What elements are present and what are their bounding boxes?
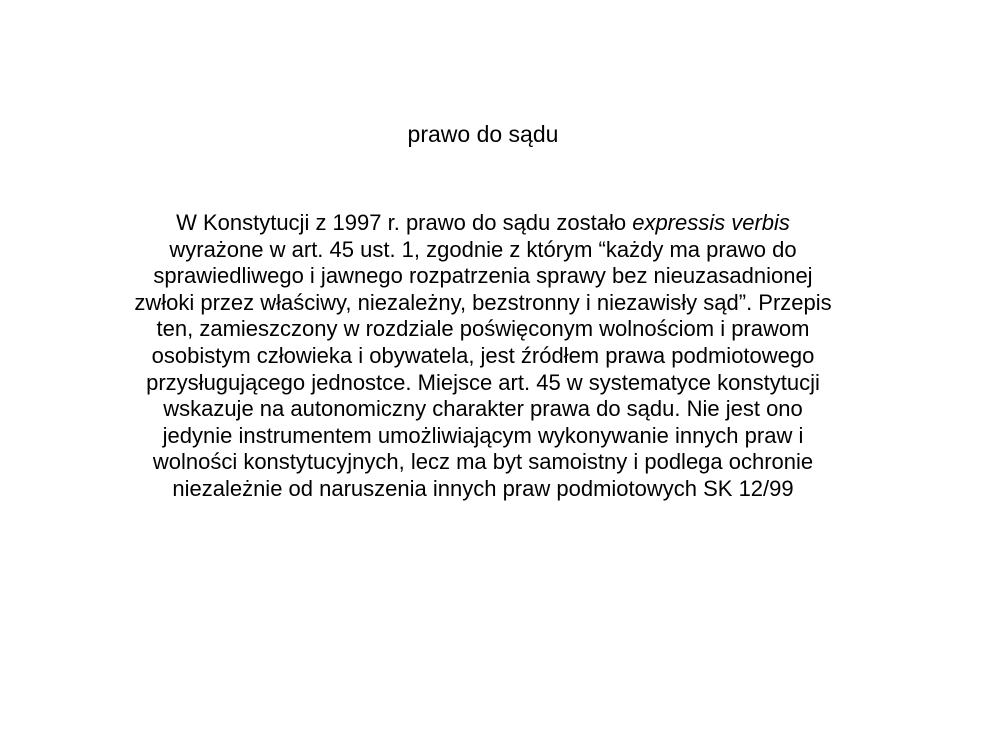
body-text-part-1: W Konstytucji z 1997 r. prawo do sądu zostało — [176, 210, 633, 235]
body-text-italic-phrase: expressis verbis — [632, 210, 790, 235]
body-text-part-2: wyrażone w art. 45 ust. 1, zgodnie z którym “każdy ma prawo do sprawiedliwego i jawnego rozpatrzenia sprawy bez nieuzasadnionej zwłoki przez właściwy, niezależny, bezstronny i niezawisły sąd”. Przepis ten, zamieszczony w rozdziale poświęconym wolnościom i prawom osobistym człowieka i obywatela, jest źródłem prawa podmiotowego przysługującego jednostce. Miejsce art. 45 w systematyce konstytucji wskazuje na autonomiczny charakter prawa do sądu. Nie jest ono jedynie instrumentem umożliwiającym wykonywanie innych praw i wolności konstytucyjnych, lecz ma byt samoistny i podlega ochronie niezależnie od naruszenia innych praw podmiotowych SK 12/99 — [134, 236, 832, 501]
slide-title: prawo do sądu — [407, 121, 559, 147]
slide-body-text — [130, 210, 836, 503]
